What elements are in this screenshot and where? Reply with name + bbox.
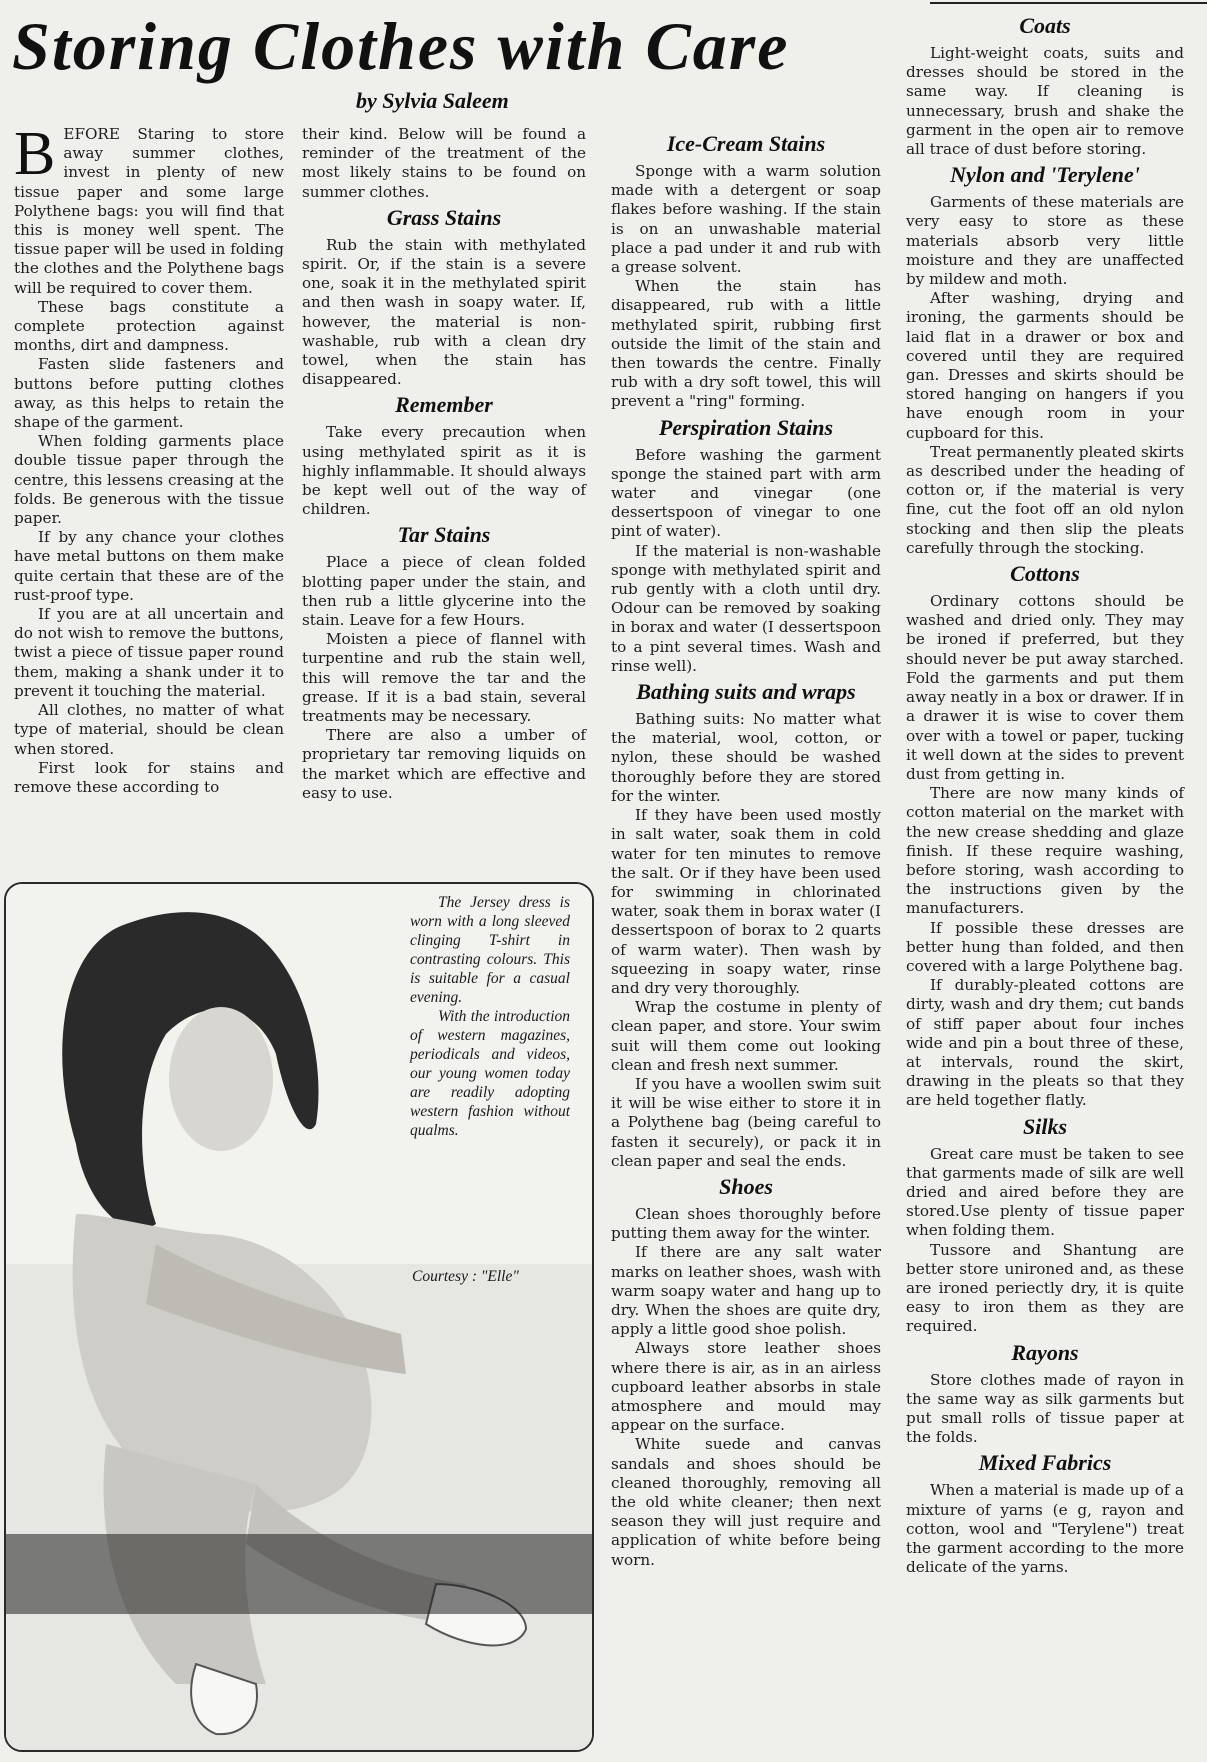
paragraph: Ordinary cottons should be washed and dried only. They may be ironed if preferred, but they should never be put away starched. Fold the garments and put them away neatly in a box or drawer. If in a drawer it is wise to cover them over with a towel or paper, tucking it well down at the sides to prevent dust from getting in. (906, 592, 1184, 783)
paragraph: Light-weight coats, suits and dresses should be stored in the same way. If cleaning is unnecessary, brush and shake the garment in the open air to remove all trace of dust before storing. (906, 44, 1184, 159)
paragraph: Take every precaution when using methylated spirit as it is highly inflammable. It should always be kept well out of the way of children. (302, 423, 586, 519)
paragraph: Before washing the garment sponge the stained part with arm water and vinegar (one dessertspoon of vinegar to one pint of water). (611, 445, 881, 541)
column-3 (611, 128, 881, 1570)
column-1 (14, 120, 284, 797)
caption-paragraph: The Jersey dress is worn with a long sleeved clinging T-shirt in contrasting colours. This is suitable for a casual evening. (410, 894, 570, 1006)
drop-cap: B (14, 120, 56, 188)
paragraph: After washing, drying and ironing, the garments should be laid flat in a drawer or box and covered until they are required gan. Dresses and skirts should be stored hanging on hangers if you have enough room in your cupboard for this. (906, 289, 1184, 442)
heading-cottons: Cottons (1010, 561, 1080, 587)
top-rule (930, 2, 1207, 4)
heading-tar-stains: Tar Stains (397, 522, 491, 548)
photo-caption (410, 893, 570, 1140)
paragraph: If you are at all uncertain and do not wish to remove the buttons, twist a piece of tissue paper round them, making a shank under it to prevent it touching the material. (14, 605, 284, 700)
column-4 (906, 10, 1184, 1577)
heading-grass-stains: Grass Stains (386, 204, 502, 230)
paragraph: These bags constitute a complete protection against months, dirt and dampness. (14, 297, 284, 355)
paragraph: There are now many kinds of cotton material on the market with the new crease shedding and glaze finish. If these require washing, before storing, wash according to the instructions given by the manufacturers. (906, 784, 1184, 918)
paragraph: If possible these dresses are better hung than folded, and then covered with a large Polythene bag. (906, 918, 1184, 975)
article-byline: by Sylvia Saleem (356, 88, 509, 113)
paragraph: If by any chance your clothes have metal buttons on them make quite certain that these are of the rust-proof type. (14, 528, 284, 604)
paragraph: White suede and canvas sandals and shoes should be cleaned thoroughly, removing all the old white cleaner; then next season they will just require and application of white before being worn. (611, 1435, 881, 1569)
article-headline: Storing Clothes with Care (12, 8, 790, 84)
paragraph: Fasten slide fasteners and buttons before putting clothes away, as this helps to retain the shape of the garment. (14, 355, 284, 432)
paragraph: Bathing suits: No matter what the material, wool, cotton, or nylon, these should be washed thoroughly before they are stored for the winter. (611, 710, 881, 805)
paragraph: If they have been used mostly in salt water, soak them in cold water for ten minutes to remove the salt. Or if they have been used for swimming in chlorinated water, soak them in borax water (I dessertspoon of borax to 2 quarts of warm water). Then wash by squeezing in soapy water, rinse and dry very thoroughly. (611, 806, 881, 997)
intro-paragraph (14, 120, 284, 298)
paragraph: their kind. Below will be found a reminder of the treatment of the most likely stains to be found on summer clothes. (302, 125, 586, 201)
paragraph: Sponge with a warm solution made with a detergent or soap flakes before washing. If the stain is on an unwashable material place a pad under it and rub with a grease solvent. (611, 162, 881, 277)
paragraph: Store clothes made of rayon in the same way as silk garments but put small rolls of tissue paper at the folds. (906, 1370, 1184, 1447)
paragraph: Clean shoes thoroughly before putting them away for the winter. (611, 1204, 881, 1243)
column-2 (302, 125, 586, 803)
heading-mixed-fabrics: Mixed Fabrics (978, 1450, 1112, 1476)
heading-shoes: Shoes (719, 1173, 773, 1199)
heading-perspiration-stains: Perspiration Stains (658, 414, 834, 440)
paragraph: First look for stains and remove these according to (14, 758, 284, 796)
paragraph: If durably-pleated cottons are dirty, wash and dry them; cut bands of stiff paper about four inches wide and pin a bout three of these, at intervals, round the skirt, drawing in the pleats so that they are held together flatly. (906, 976, 1184, 1110)
paragraph: Great care must be taken to see that garments made of silk are well dried and aired before they are stored.Use plenty of tissue paper when folding them. (906, 1144, 1184, 1240)
paragraph: When a material is made up of a mixture of yarns (e g, rayon and cotton, wool and "Terylene") treat the garment according to the more delicate of the yarns. (906, 1481, 1184, 1577)
paragraph: When folding garments place double tissue paper through the centre, this lessens creasing at the folds. Be generous with the tissue paper. (14, 432, 284, 528)
paragraph: Garments of these materials are very easy to store as these materials absorb very little moisture and they are unaffected by mildew and moth. (906, 193, 1184, 289)
heading-nylon-terylene: Nylon and 'Terylene' (950, 162, 1140, 188)
paragraph: All clothes, no matter of what type of material, should be clean when stored. (14, 701, 284, 758)
paragraph: Wrap the costume in plenty of clean paper, and store. Your swim suit will them come out looking clean and fresh next summer. (611, 998, 881, 1074)
paragraph: Treat permanently pleated skirts as described under the heading of cotton or, if the material is very fine, cut the foot off an old nylon stocking and then slip the pleats carefully through the stocking. (906, 442, 1184, 557)
paragraph: If you have a woollen swim suit it will be wise either to store it in a Polythene bag (being careful to fasten it securely), or pack it in clean paper and seal the ends. (611, 1074, 881, 1170)
heading-rayons: Rayons (1011, 1339, 1079, 1365)
paragraph: When the stain has disappeared, rub with a little methylated spirit, rubbing first outside the limit of the stain and then towards the centre. Finally rub with a dry soft towel, this will prevent a "ring" forming. (611, 277, 881, 411)
paragraph: If there are any salt water marks on leather shoes, wash with warm soapy water and hang up to dry. When the shoes are quite dry, apply a little good shoe polish. (611, 1243, 881, 1339)
paragraph: Tussore and Shantung are better store unironed and, as these are ironed periectly dry, it is quite easy to iron them as they are required. (906, 1240, 1184, 1336)
paragraph: Place a piece of clean folded blotting paper under the stain, and then rub a little glycerine into the stain. Leave for a few Hours. (302, 553, 586, 630)
paragraph: Rub the stain with methylated spirit. Or, if the stain is a severe one, soak it in the methylated spirit and then wash in soapy water. If, however, the material is non-washable, rub with a clean dry towel, when the stain has disappeared. (302, 235, 586, 389)
heading-silks: Silks (1022, 1113, 1068, 1139)
paragraph: Always store leather shoes where there is air, as in an airless cupboard leather absorbs in stale atmosphere and mould may appear on the surface. (611, 1339, 881, 1435)
heading-ice-cream-stains: Ice-Cream Stains (666, 131, 826, 156)
paragraph: Moisten a piece of flannel with turpentine and rub the stain well, this will remove the tar and the grease. If it is a bad stain, several treatments may be necessary. (302, 630, 586, 726)
caption-paragraph: With the introduction of western magazines, periodicals and videos, our young women today are readily adopting western fashion without qualms. (410, 1008, 570, 1139)
photo-credit: Courtesy : "Elle" (412, 1268, 519, 1285)
paragraph-text: EFORE Staring to store away summer clothes, invest in plenty of new tissue paper and some large Polythene bags: you will find that this is money well spent. The tissue paper will be used in folding the clothes and the Polythene bags will be required to cover them. (14, 125, 284, 297)
heading-remember: Remember (395, 392, 493, 418)
heading-bathing-suits: Bathing suits and wraps (636, 679, 856, 705)
paragraph: There are also a umber of proprietary tar removing liquids on the market which are effective and easy to use. (302, 726, 586, 802)
paragraph: If the material is non-washable sponge with methylated spirit and rub gently with a cloth until dry. Odour can be removed by soaking in borax and water (I dessertspoon to a pint several times. Wash and rinse well). (611, 541, 881, 675)
heading-coats: Coats (1019, 13, 1071, 38)
